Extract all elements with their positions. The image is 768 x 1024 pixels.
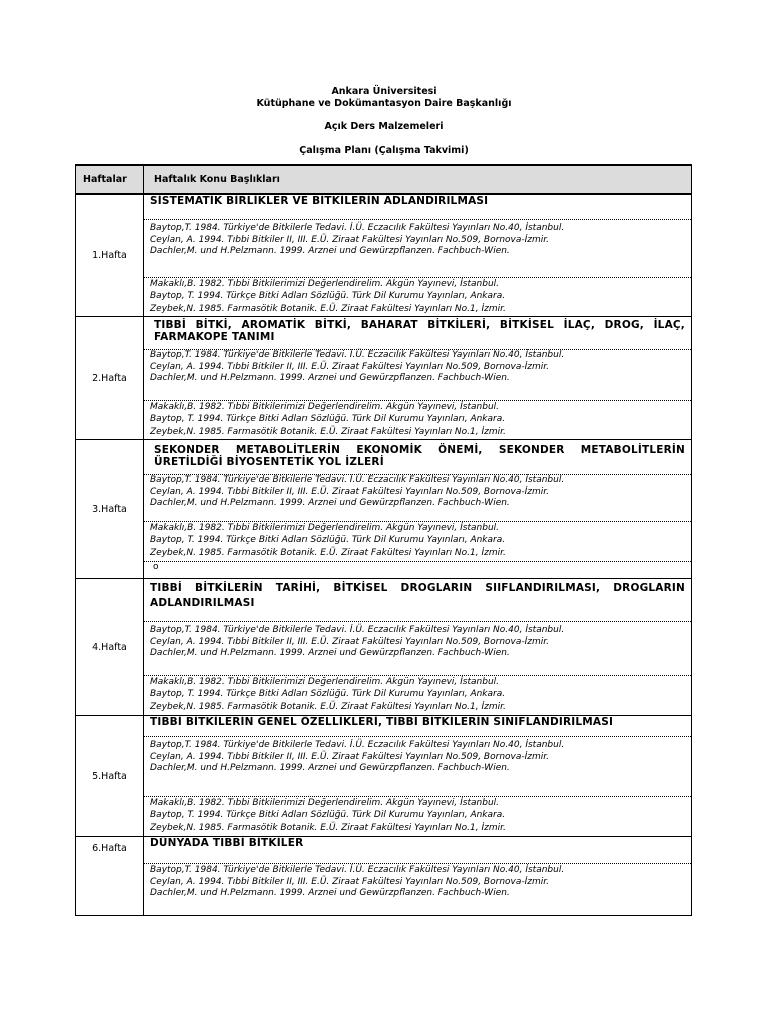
week-label: 1.Hafta <box>76 194 144 317</box>
table-header-row <box>76 165 692 194</box>
week-row <box>76 716 692 837</box>
week-row <box>76 440 692 579</box>
week-label: 6.Hafta <box>76 837 144 916</box>
reference-group-b <box>144 676 691 715</box>
reference-group-a <box>144 220 691 278</box>
reference-item: Ceylan, A. 1994. Tıbbi Bitkiler II, III. E.Ü. Ziraat Fakültesi Yayınları No.509, Bornova-İzmir. <box>150 234 549 245</box>
week-content <box>144 579 692 716</box>
reference-item: Dachler,M. und H.Pelzmann. 1999. Arznei und Gewürzpflanzen. Fachbuch-Wien. <box>150 373 510 383</box>
week-row <box>76 317 692 440</box>
week-topic: TIBBİ BİTKİ, AROMATİK BİTKİ, BAHARAT BİTKİLERİ, BİTKİSEL İLAÇ, DROG, İLAÇ, FARMAKOPE TANIMI <box>144 317 691 350</box>
week-content <box>144 837 692 916</box>
week-content <box>144 194 692 317</box>
week-topic: TIBBİ BİTKİLERİN TARİHİ, BİTKİSEL DROGLARIN SIIFLANDIRILMASI, DROGLARIN ADLANDIRILMASI <box>144 579 691 622</box>
reference-item: Ceylan, A. 1994. Tıbbi Bitkiler II, III. E.Ü. Ziraat Fakültesi Yayınları No.509, Bornova-İzmir. <box>150 876 549 887</box>
reference-group-a <box>144 864 691 915</box>
bullet-marker: o <box>153 562 159 572</box>
reference-item: Makaklı,B. 1982. Tıbbi Bitkilerimizi Değerlendirelim. Akgün Yayınevi, İstanbul. <box>150 677 500 687</box>
week-topic: SEKONDER METABOLİTLERİN EKONOMİK ÖNEMİ, SEKONDER METABOLİTLERİN ÜRETİLDİĞİ BİYOSENTETİK YOL İZLERİ <box>144 440 691 475</box>
week-content <box>144 716 692 837</box>
reference-item: Makaklı,B. 1982. Tıbbi Bitkilerimizi Değerlendirelim. Akgün Yayınevi, İstanbul. <box>150 798 500 808</box>
week-topic: DÜNYADA TIBBİ BİTKİLER <box>144 837 691 864</box>
study-plan-table <box>75 164 692 916</box>
materials-title: Açık Ders Malzemeleri <box>324 121 444 132</box>
reference-item: Ceylan, A. 1994. Tıbbi Bitkiler II, III. E.Ü. Ziraat Fakültesi Yayınları No.509, Bornova-İzmir. <box>150 486 549 497</box>
header-topics: Haftalık Konu Başlıkları <box>144 165 692 194</box>
week-topic: SİSTEMATİK BİRLİKLER VE BİTKİLERİN ADLANDIRILMASI <box>144 195 691 220</box>
reference-item: Zeybek,N. 1985. Farmasötik Botanik. E.Ü. Ziraat Fakültesi Yayınları No.1, İzmir. <box>150 304 506 314</box>
week-label: 4.Hafta <box>76 579 144 716</box>
week-content <box>144 440 692 579</box>
reference-item: Baytop,T. 1984. Türkiye'de Bitkilerle Tedavi. İ.Ü. Eczacılık Fakültesi Yayınları No.40, İstanbul. <box>150 223 565 233</box>
reference-item: Baytop,T. 1984. Türkiye'de Bitkilerle Tedavi. İ.Ü. Eczacılık Fakültesi Yayınları No.40, İstanbul. <box>150 625 565 635</box>
document-header <box>0 86 768 156</box>
reference-item: Makaklı,B. 1982. Tıbbi Bitkilerimizi Değerlendirelim. Akgün Yayınevi, İstanbul. <box>150 402 500 412</box>
university-name: Ankara Üniversitesi <box>331 86 437 97</box>
week-row <box>76 579 692 716</box>
reference-item: Dachler,M. und H.Pelzmann. 1999. Arznei und Gewürzpflanzen. Fachbuch-Wien. <box>150 888 510 898</box>
reference-item: Dachler,M. und H.Pelzmann. 1999. Arznei und Gewürzpflanzen. Fachbuch-Wien. <box>150 648 510 658</box>
reference-item: Baytop, T. 1994. Türkçe Bitki Adları Sözlüğü. Türk Dil Kurumu Yayınları, Ankara. <box>150 688 506 699</box>
reference-group-b <box>144 401 691 439</box>
reference-group-b <box>144 522 691 562</box>
reference-item: Makaklı,B. 1982. Tıbbi Bitkilerimizi Değerlendirelim. Akgün Yayınevi, İstanbul. <box>150 279 500 289</box>
week-label: 5.Hafta <box>76 716 144 837</box>
reference-group-b <box>144 278 691 316</box>
reference-item: Ceylan, A. 1994. Tıbbi Bitkiler II, III. E.Ü. Ziraat Fakültesi Yayınları No.509, Bornova-İzmir. <box>150 361 549 372</box>
reference-item: Zeybek,N. 1985. Farmasötik Botanik. E.Ü. Ziraat Fakültesi Yayınları No.1, İzmir. <box>150 427 506 437</box>
week-row <box>76 837 692 916</box>
reference-item: Zeybek,N. 1985. Farmasötik Botanik. E.Ü. Ziraat Fakültesi Yayınları No.1, İzmir. <box>150 548 506 558</box>
reference-item: Baytop, T. 1994. Türkçe Bitki Adları Sözlüğü. Türk Dil Kurumu Yayınları, Ankara. <box>150 809 506 820</box>
reference-group-a <box>144 622 691 676</box>
reference-item: Ceylan, A. 1994. Tıbbi Bitkiler II, III. E.Ü. Ziraat Fakültesi Yayınları No.509, Bornova-İzmir. <box>150 636 549 647</box>
reference-item: Dachler,M. und H.Pelzmann. 1999. Arznei und Gewürzpflanzen. Fachbuch-Wien. <box>150 763 510 773</box>
reference-item: Makaklı,B. 1982. Tıbbi Bitkilerimizi Değerlendirelim. Akgün Yayınevi, İstanbul. <box>150 523 500 533</box>
reference-item: Baytop, T. 1994. Türkçe Bitki Adları Sözlüğü. Türk Dil Kurumu Yayınları, Ankara. <box>150 290 506 301</box>
reference-item: Zeybek,N. 1985. Farmasötik Botanik. E.Ü. Ziraat Fakültesi Yayınları No.1, İzmir. <box>150 823 506 833</box>
plan-title: Çalışma Planı (Çalışma Takvimi) <box>299 144 469 156</box>
week-row <box>76 194 692 317</box>
reference-group-a <box>144 350 691 401</box>
reference-item: Baytop, T. 1994. Türkçe Bitki Adları Sözlüğü. Türk Dil Kurumu Yayınları, Ankara. <box>150 413 506 424</box>
reference-item: Baytop,T. 1984. Türkiye'de Bitkilerle Tedavi. İ.Ü. Eczacılık Fakültesi Yayınları No.40, İstanbul. <box>150 740 565 750</box>
reference-group-b <box>144 797 691 836</box>
reference-item: Dachler,M. und H.Pelzmann. 1999. Arznei und Gewürzpflanzen. Fachbuch-Wien. <box>150 246 510 256</box>
reference-item: Baytop,T. 1984. Türkiye'de Bitkilerle Tedavi. İ.Ü. Eczacılık Fakültesi Yayınları No.40, İstanbul. <box>150 350 565 360</box>
week-label: 2.Hafta <box>76 317 144 440</box>
reference-item: Dachler,M. und H.Pelzmann. 1999. Arznei und Gewürzpflanzen. Fachbuch-Wien. <box>150 498 510 508</box>
reference-group-a <box>144 475 691 522</box>
reference-item: Ceylan, A. 1994. Tıbbi Bitkiler II, III. E.Ü. Ziraat Fakültesi Yayınları No.509, Bornova-İzmir. <box>150 751 549 762</box>
reference-item: Baytop,T. 1984. Türkiye'de Bitkilerle Tedavi. İ.Ü. Eczacılık Fakültesi Yayınları No.40, İstanbul. <box>150 475 565 485</box>
reference-item: Zeybek,N. 1985. Farmasötik Botanik. E.Ü. Ziraat Fakültesi Yayınları No.1, İzmir. <box>150 702 506 712</box>
week-label: 3.Hafta <box>76 440 144 579</box>
reference-group-a <box>144 737 691 797</box>
week-topic: TIBBİ BİTKİLERİN GENEL ÖZELLİKLERİ, TIBBİ BİTKİLERİN SINIFLANDIRILMASI <box>144 716 691 737</box>
header-weeks: Haftalar <box>76 165 144 194</box>
department-name: Kütüphane ve Dokümantasyon Daire Başkanlığı <box>256 97 512 109</box>
week-content <box>144 317 692 440</box>
reference-item: Baytop, T. 1994. Türkçe Bitki Adları Sözlüğü. Türk Dil Kurumu Yayınları, Ankara. <box>150 534 506 545</box>
reference-item: Baytop,T. 1984. Türkiye'de Bitkilerle Tedavi. İ.Ü. Eczacılık Fakültesi Yayınları No.40, İstanbul. <box>150 865 565 875</box>
